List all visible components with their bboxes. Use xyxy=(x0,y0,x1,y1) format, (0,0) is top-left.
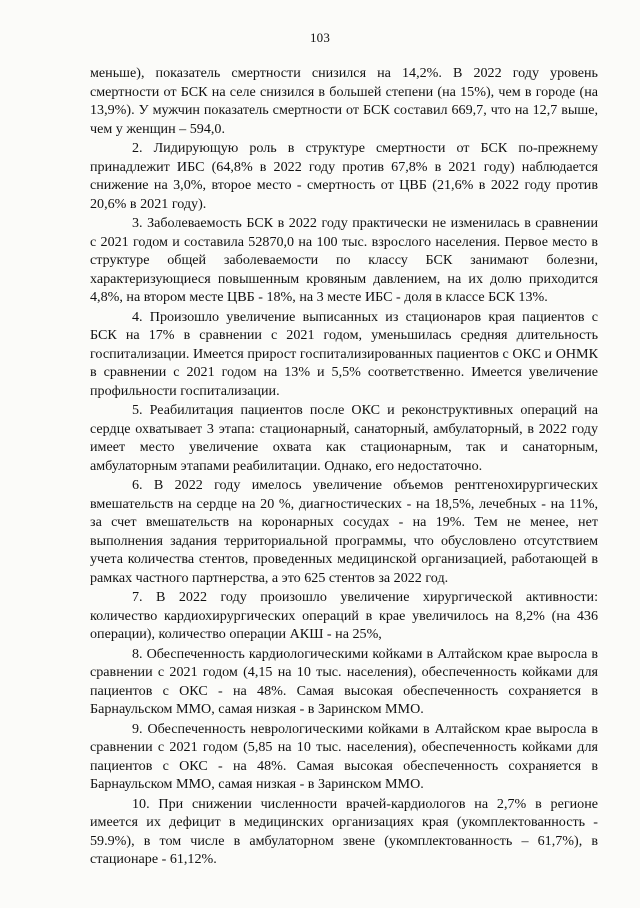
paragraph-7: 7. В 2022 году произошло увеличение хирургической активности: количество кардиохирургических операций в крае увеличилось на 8,2% (на 436 операции), количество операции АКШ - на 25%, xyxy=(90,589,598,642)
page-number: 103 xyxy=(309,30,331,45)
paragraph-2: 2. Лидирующую роль в структуре смертности от БСК по-прежнему принадлежит ИБС (64,8% в 2022 году против 67,8% в 2021 году) наблюдается снижение на 3,0%, второе место - смертность от ЦВБ (21,6% в 2022 году против 20,6% в 2021 году). xyxy=(90,140,598,212)
paragraph-10: 10. При снижении численности врачей-кардиологов на 2,7% в регионе имеется их дефицит в медицинских организациях края (укомплектованность - 59.9%), в том числе в амбулаторном звене (укомплектованность – 61,7%), в стационаре - 61,12%. xyxy=(90,795,598,867)
paragraph-4: 4. Произошло увеличение выписанных из стационаров края пациентов с БСК на 17% в сравнении с 2021 годом, уменьшилась средняя длительность госпитализации. Имеется прирост госпитализированных пациентов с ОКС и ОНМК в сравнении с 2021 годом на 13% и 5,5% соответственно. Имеется увеличение профильности госпитализации. xyxy=(90,308,598,399)
paragraph-3: 3. Заболеваемость БСК в 2022 году практически не изменилась в сравнении с 2021 годом и составила 52870,0 на 100 тыс. взрослого населения. Первое место в структуре общей заболеваемости по классу БСК занимают болезни, характеризующиеся повышенным кровяным давлением, на их долю приходится 4,8%, на втором месте ЦВБ - 18%, на 3 месте ИБС - доля в классе БСК 13%. xyxy=(90,215,598,305)
paragraph-5: 5. Реабилитация пациентов после ОКС и реконструктивных операций на сердце охватывает 3 этапа: стационарный, санаторный, амбулаторный, в 2022 году имеет место увеличение охвата как стационарным, так и санаторным, амбулаторным этапами реабилитации. Однако, его недостаточно. xyxy=(90,402,598,474)
paragraph-continuation: меньше), показатель смертности снизился на 14,2%. В 2022 году уровень смертности от БСК на селе снизился в большей степени (на 15%), чем в городе (на 13,9%). У мужчин показатель смертности от БСК составил 669,7, что на 12,7 выше, чем у женщин – 594,0. xyxy=(90,65,598,137)
paragraph-9: 9. Обеспеченность неврологическими койками в Алтайском крае выросла в сравнении с 2021 годом (5,85 на 10 тыс. населения), обеспеченность койками для пациентов с ОКС - на 48%. Самая высокая обеспеченность сохраняется в Барнаульском ММО, самая низкая - в Заринском ММО. xyxy=(90,720,598,792)
paragraph-6: 6. В 2022 году имелось увеличение объемов рентгенохирургических вмешательств на сердце на 20 %, диагностических - на 18,5%, лечебных - на 11%, за счет вмешательств на коронарных сосудах - на 19%. Тем не менее, нет выполнения задания территориальной программы, что обусловлено отсутствием учета количества стентов, проведенных медицинской организацией, работающей в рамках частного партнерства, а это 625 стентов за 2022 год. xyxy=(90,477,598,586)
paragraph-8: 8. Обеспеченность кардиологическими койками в Алтайском крае выросла в сравнении с 2021 годом (4,15 на 10 тыс. населения), обеспеченность койками для пациентов с ОКС - на 48%. Самая высокая обеспеченность сохраняется в Барнаульском ММО, самая низкая - в Заринском ММО. xyxy=(90,645,598,717)
body-text xyxy=(90,64,598,870)
